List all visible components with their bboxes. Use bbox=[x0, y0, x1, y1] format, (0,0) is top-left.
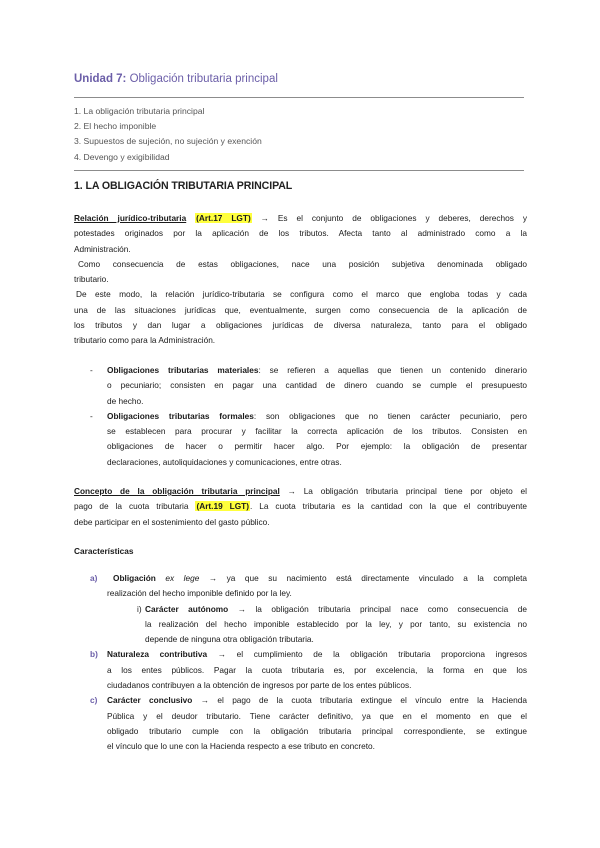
item-label: c) bbox=[90, 695, 98, 706]
toc-item: 2. El hecho imponible bbox=[74, 121, 157, 132]
item-label: b) bbox=[90, 649, 98, 660]
unit-title bbox=[74, 72, 278, 87]
text-line: o pecuniario; consisten en pagar una cantidad de dinero cuando se cumple el presupuesto bbox=[107, 380, 527, 391]
bullet-term: Obligaciones tributarias materiales bbox=[107, 365, 259, 375]
relacion-paragraph bbox=[74, 211, 527, 349]
relacion-term: Relación jurídico-tributaria bbox=[74, 213, 187, 223]
list-item: - Obligaciones tributarias materiales: se refieren a aquellas que tienen un contenido dinerario o pecuniario; consisten en pagar una cantidad de dinero cuando se cumple el presupuesto de hecho. bbox=[90, 363, 527, 409]
list-item bbox=[90, 647, 527, 693]
toc-item: 1. La obligación tributaria principal bbox=[74, 106, 205, 116]
divider-top bbox=[74, 97, 524, 98]
text-line: Pública y el deudor tributario. Tiene carácter definitivo, ya que en el momento en que el bbox=[107, 710, 527, 721]
text-line: pago de la cuota tributaria (Art.19 LGT). La cuota tributaria es la cantidad con la que el contribuyente bbox=[74, 501, 527, 512]
text-line: a los entes públicos. Pagar la cuota tributaria es, por excelencia, la forma en que los bbox=[107, 664, 527, 675]
bullet-dash: - bbox=[90, 410, 93, 421]
caracteristicas-list bbox=[90, 571, 527, 755]
text-line: Administración. bbox=[74, 243, 131, 254]
unit-title-text: Obligación tributaria principal bbox=[129, 73, 278, 85]
concepto-paragraph bbox=[74, 484, 527, 530]
text-line: obligado tributario cumple con la obligación tributaria principal correspondiente, se extingue bbox=[107, 725, 527, 736]
text-line: Relación jurídico-tributaria (Art.17 LGT) → Es el conjunto de obligaciones y deberes, derechos y bbox=[74, 213, 527, 223]
concepto-term: Concepto de la obligación tributaria principal bbox=[74, 486, 280, 496]
relacion-ref: (Art.17 LGT) bbox=[196, 213, 251, 223]
text-line: Carácter conclusivo → el pago de la cuota tributaria extingue el vínculo entre la Hacienda bbox=[107, 695, 527, 706]
unit-title-prefix: Unidad 7: bbox=[74, 73, 127, 85]
text-line: Naturaleza contributiva → el cumplimiento de la obligación tributaria proporciona ingresos bbox=[107, 649, 527, 660]
text-line: declaraciones, autoliquidaciones y comunicaciones, entre otras. bbox=[107, 456, 342, 467]
text-line: de hecho. bbox=[107, 395, 144, 406]
text-line: obligaciones de hacer o permitir hacer algo. Por ejemplo: la obligación de presentar bbox=[107, 441, 527, 452]
bullet-dash: - bbox=[90, 365, 93, 375]
text-line: una de las situaciones jurídicas que, eventualmente, surgen como consecuencia de la aplicación de bbox=[74, 304, 527, 315]
list-item bbox=[90, 693, 527, 754]
text-line: la realización del hecho imponible establecido por la ley, y por tanto, su existencia no bbox=[145, 618, 527, 629]
toc-item: 4. Devengo y exigibilidad bbox=[74, 151, 170, 162]
obligations-list bbox=[90, 363, 527, 470]
text-line: realización del hecho imponible definido por la ley. bbox=[107, 588, 292, 599]
text-line: potestades originados por la aplicación de los tributos. Afecta tanto al administrado como a la bbox=[74, 228, 527, 239]
sub-item-label: i) bbox=[137, 603, 142, 614]
list-item: - Obligaciones tributarias formales: son obligaciones que no tienen carácter pecuniario, pero se establecen para procurar y facilitar la correcta aplicación de los tributos. Consisten en obligaciones de hacer o permitir hacer algo. Por ejemplo: la obligación de presentar declaraciones, autoliquidaciones y comunicaciones, entre otras. bbox=[90, 409, 527, 470]
bullet-term: Obligaciones tributarias formales bbox=[107, 410, 254, 421]
table-of-contents bbox=[74, 104, 262, 165]
concepto-ref: (Art.19 LGT) bbox=[196, 501, 250, 512]
text-line: tributario. bbox=[74, 274, 109, 285]
text-line: tributario como para la Administración. bbox=[74, 335, 216, 346]
text-line: se establecen para procurar y facilitar la correcta aplicación de los tributos. Consisten en bbox=[107, 426, 527, 437]
text-line: Carácter autónomo → la obligación tributaria principal nace como consecuencia de bbox=[145, 603, 527, 614]
section-heading: 1. LA OBLIGACIÓN TRIBUTARIA PRINCIPAL bbox=[74, 180, 293, 192]
text-line: ciudadanos contribuyen a la obtención de ingresos por parte de los entes públicos. bbox=[107, 680, 412, 691]
caracteristicas-heading: Características bbox=[74, 546, 134, 556]
text-line: el vínculo que lo une con la Hacienda respecto a ese tributo en concreto. bbox=[107, 741, 375, 752]
text-line: Concepto de la obligación tributaria principal → La obligación tributaria principal tiene por objeto el bbox=[74, 486, 528, 496]
text-line: Obligación ex lege → ya que su nacimiento está directamente vinculado a la completa bbox=[113, 573, 527, 583]
text-line: De este modo, la relación jurídico-tributaria se configura como el marco que engloba todas y cada bbox=[76, 289, 527, 300]
text-line: los tributos y dan lugar a obligaciones jurídicas de diversa naturaleza, tanto para el obligado bbox=[74, 320, 527, 331]
toc-item: 3. Supuestos de sujeción, no sujeción y exención bbox=[74, 136, 262, 147]
text-line: Como consecuencia de estas obligaciones, nace una posición subjetiva denominada obligado bbox=[78, 258, 527, 269]
text-line: depende de ninguna otra obligación tributaria. bbox=[145, 634, 314, 645]
item-label: a) bbox=[90, 573, 98, 583]
text-line: debe participar en el sostenimiento del gasto público. bbox=[74, 516, 270, 527]
divider-bottom bbox=[74, 170, 524, 171]
list-item bbox=[90, 571, 527, 647]
sub-item bbox=[107, 602, 527, 648]
